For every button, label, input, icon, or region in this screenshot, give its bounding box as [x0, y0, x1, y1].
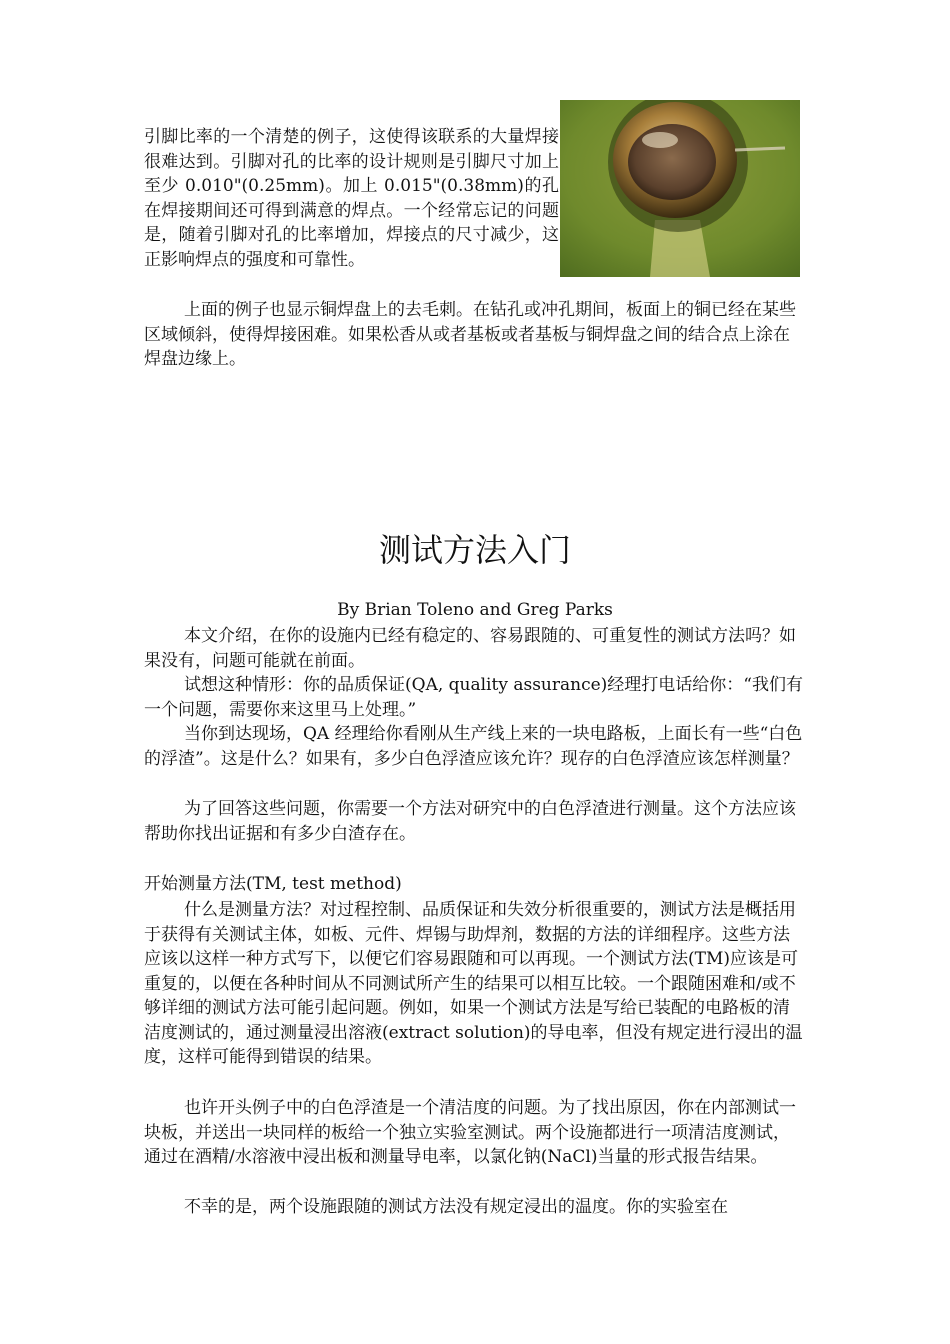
intro-paragraph-1: 引脚比率的一个清楚的例子，这使得该联系的大量焊接很难达到。引脚对孔的比率的设计规则是引脚尺寸加上至少 0.010"(0.25mm)。加上 0.015"(0.38mm)的孔在焊接期间还可得到满意的焊点。一个经常忘记的问题是，随着引脚对孔的比率增加，焊接点的尺寸减少，这正影响焊点的强度和可靠性。 [144, 127, 559, 270]
paragraph-7: 不幸的是，两个设施跟随的测试方法没有规定浸出的温度。你的实验室在 [184, 1197, 728, 1217]
paragraph-5: 什么是测量方法？对过程控制、品质保证和失效分析很重要的，测试方法是概括用于获得有关测试主体，如板、元件、焊锡与助焊剂，数据的方法的详细程序。这些方法应该以这样一种方式写下，以便它们容易跟随和可以再现。一个测试方法(TM)应该是可重复的，以便在各种时间从不同测试所产生的结果可以相互比较。一个跟随困难和/或不够详细的测试方法可能引起问题。例如，如果一个测试方法是写给已装配的电路板的清洁度测试的，通过测量浸出溶液(extract solution)的导电率，但没有规定进行浸出的温度，这样可能得到错误的结果。 [144, 900, 803, 1067]
paragraph-2: 试想这种情形：你的品质保证(QA, quality assurance)经理打电话给你：“我们有一个问题，需要你来这里马上处理。” [144, 675, 803, 720]
paragraph-4: 为了回答这些问题，你需要一个方法对研究中的白色浮渣进行测量。这个方法应该帮助你找出证据和有多少白渣存在。 [144, 799, 796, 844]
section-heading: 开始测量方法(TM, test method) [144, 874, 402, 894]
article-title: 测试方法入门 [378, 531, 571, 569]
paragraph-6: 也许开头例子中的白色浮渣是一个清洁度的问题。为了找出原因，你在内部测试一块板，并送出一块同样的板给一个独立实验室测试。两个设施都进行一项清洁度测试，通过在酒精/水溶液中浸出板和测量导电率，以氯化钠(NaCl)当量的形式报告结果。 [144, 1098, 796, 1167]
article-byline: By Brian Toleno and Greg Parks [337, 600, 613, 620]
solder-joint-photo [560, 100, 800, 277]
paragraph-3: 当你到达现场，QA 经理给你看刚从生产线上来的一块电路板，上面长有一些“白色的浮渣”。这是什么？如果有，多少白色浮渣应该允许？现存的白色浮渣应该怎样测量？ [144, 724, 803, 769]
intro-paragraph-2: 上面的例子也显示铜焊盘上的去毛刺。在钻孔或冲孔期间，板面上的铜已经在某些区域倾斜，使得焊接困难。如果松香从或者基板或者基板与铜焊盘之间的结合点上涂在焊盘边缘上。 [144, 300, 796, 369]
paragraph-1: 本文介绍，在你的设施内已经有稳定的、容易跟随的、可重复性的测试方法吗？如果没有，问题可能就在前面。 [144, 626, 796, 671]
